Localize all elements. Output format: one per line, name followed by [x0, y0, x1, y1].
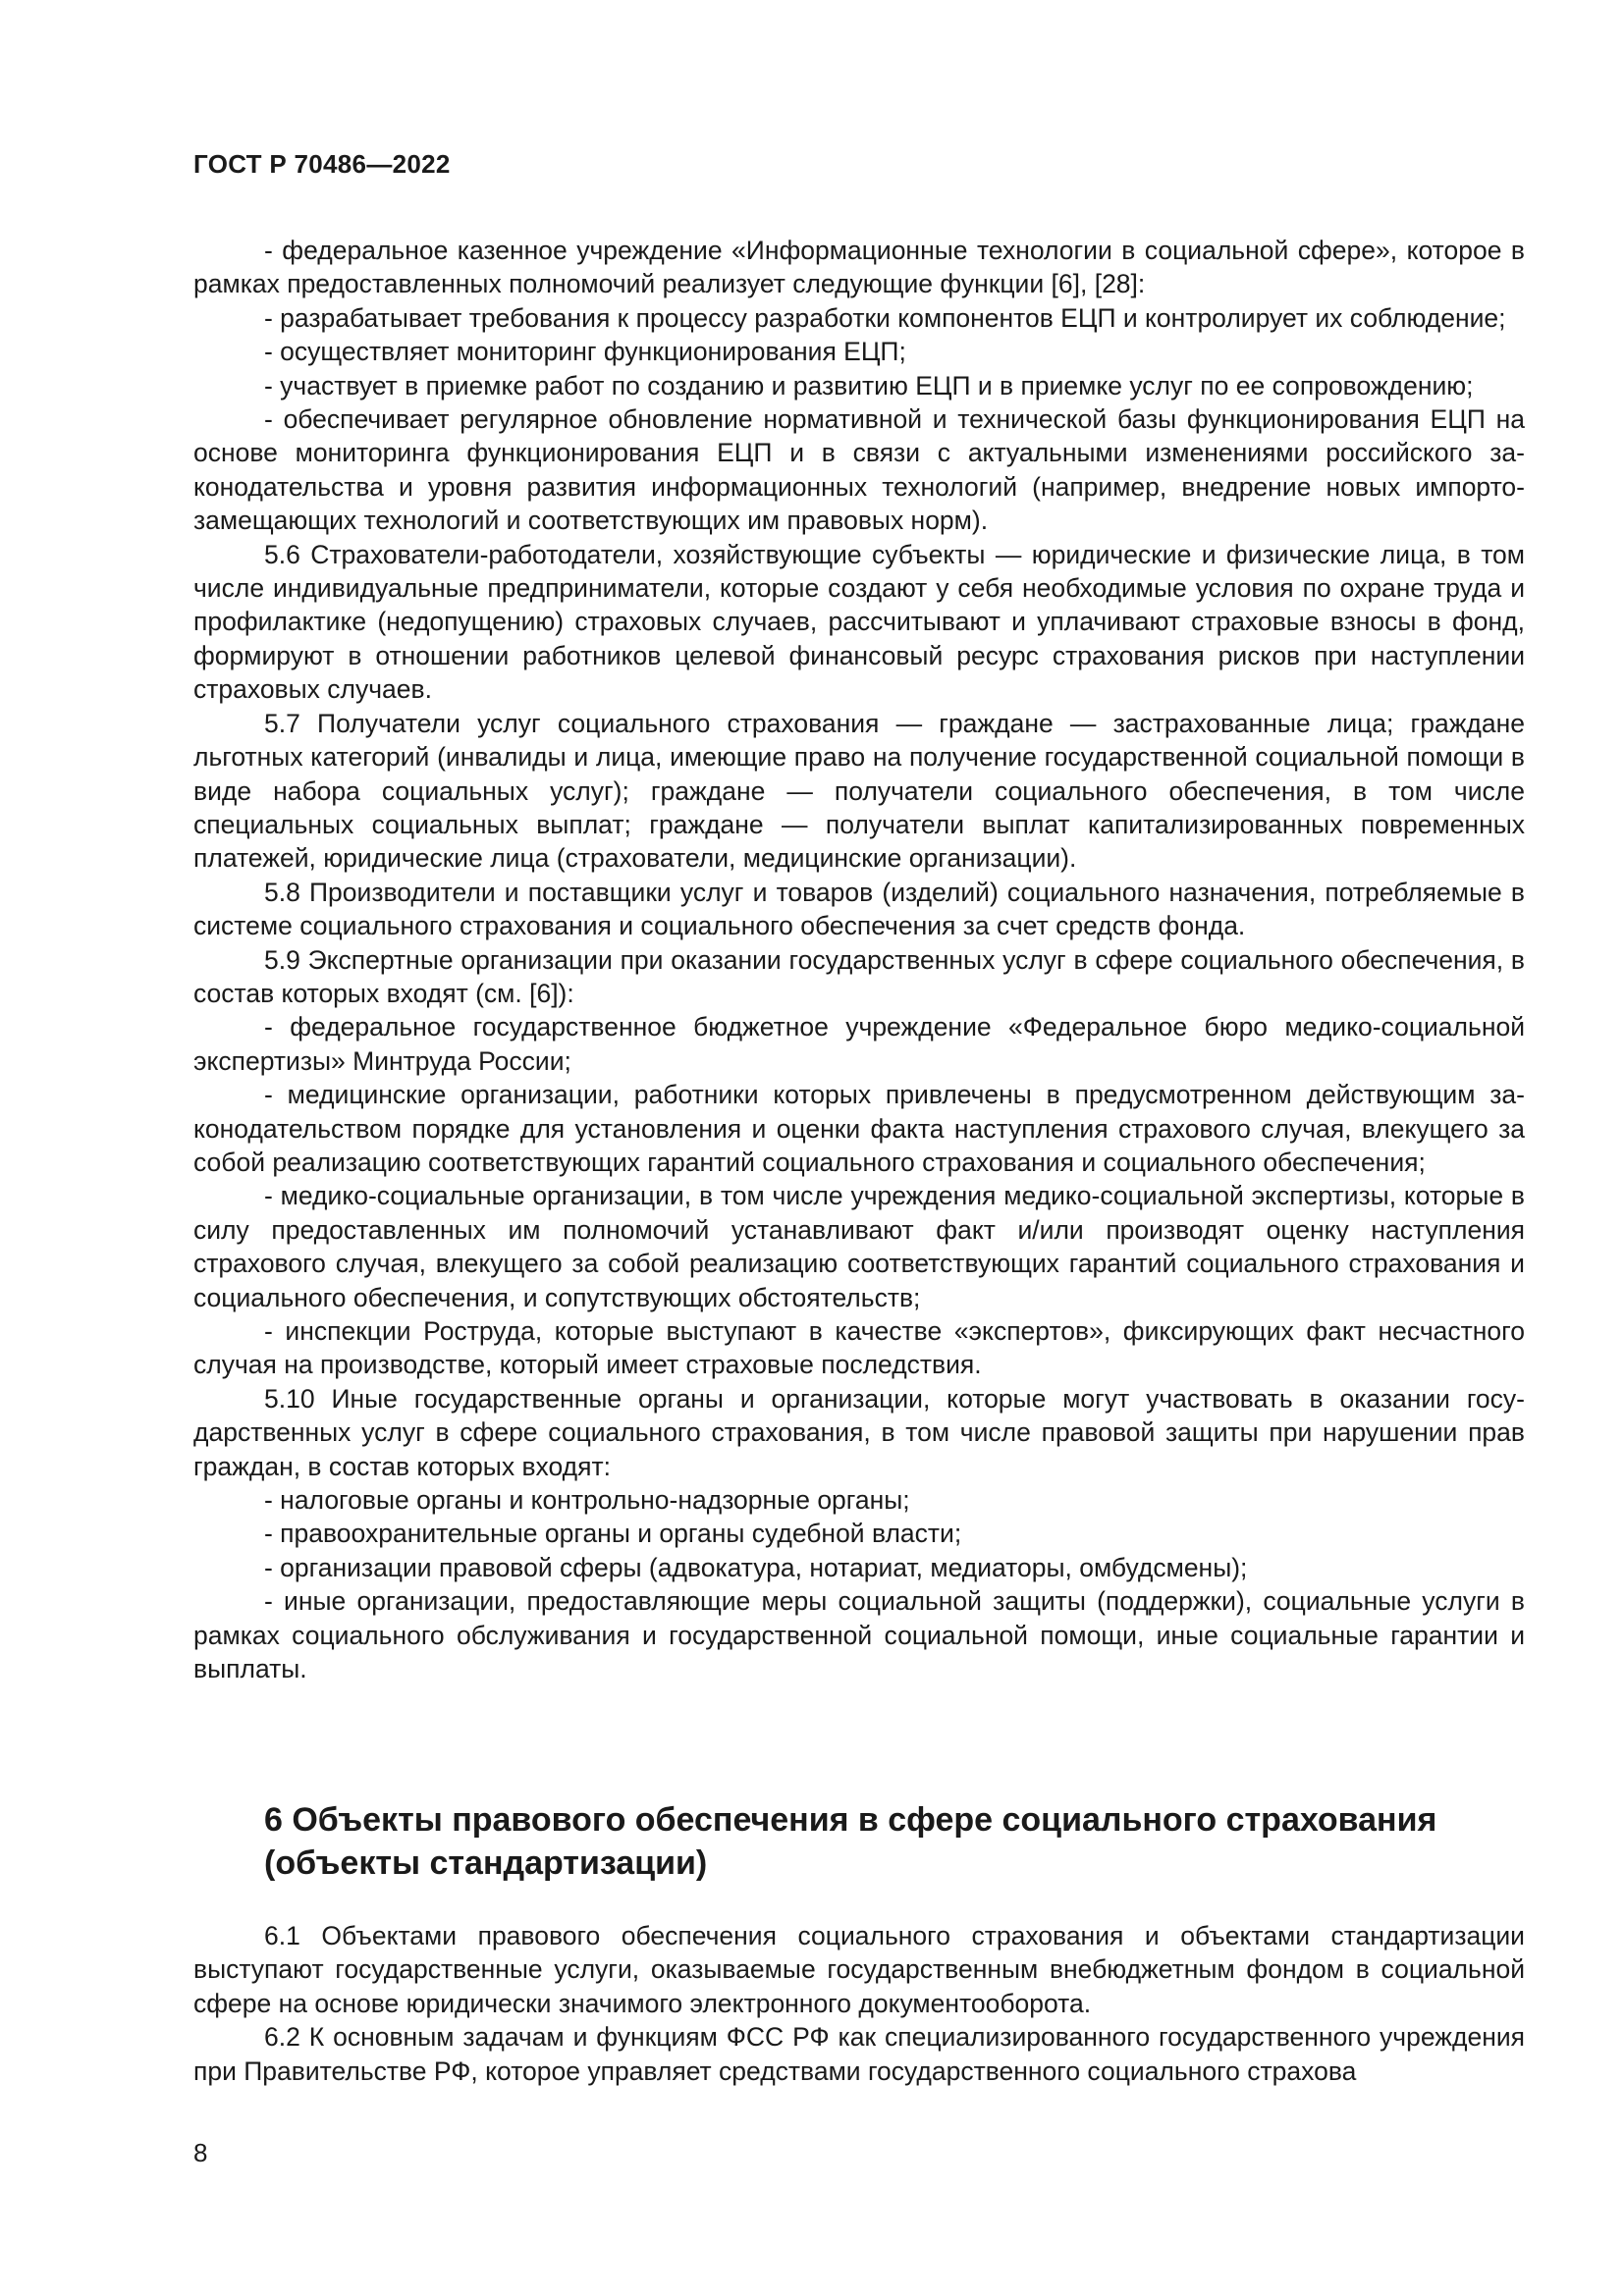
paragraph: - федеральное казенное учреждение «Информационные технологии в социальной сфере», которое в рамках предоставленных полномочий реализует следующие функции [6], [28]:: [193, 236, 1525, 299]
paragraph: - налоговые органы и контрольно-надзорные органы;: [264, 1485, 910, 1516]
paragraph: 6.1 Объектами правового обеспечения социального страхования и объектами стандартизации выступают государственные услуги, оказываемые государственным внебюджетным фондом в социальной сфере на основе юридически значимого электронного документооборота.: [193, 1921, 1525, 2018]
paragraph: 5.7 Получатели услуг социального страхования — граждане — застрахованные лица; граждане льготных категорий (инвалиды и лица, имеющие право на получение государственной социальной помощи в виде набора социальных услуг); граждане — получатели социального обеспечения, в том числе специальных социальных выплат; граждане — получатели выплат капитализированных повременных платежей, юридические лица (страхователи, медицинские организации).: [193, 708, 1525, 874]
paragraph: - правоохранительные органы и органы судебной власти;: [264, 1519, 962, 1549]
paragraph: 5.10 Иные государственные органы и организации, которые могут участвовать в оказании государственных услуг в сфере социального страхования, в том числе правовой защиты при нарушении прав граждан, в состав которых входят:: [193, 1383, 1525, 1481]
paragraph: - осуществляет мониторинг функционирования ЕЦП;: [264, 337, 906, 367]
paragraph: - медико-социальные организации, в том числе учреждения медико-социальной экспертизы, которые в силу предоставленных им полномочий устанавливают факт и/или производят оценку наступления страхового случая, влекущего за собой реализацию соответствующих гарантий социального страхования и социального обеспечения, и сопутствующих обстоятельств;: [193, 1181, 1525, 1312]
paragraph: 5.9 Экспертные организации при оказании государственных услуг в сфере социального обеспечения, в состав которых входят (см. [6]):: [193, 944, 1525, 1008]
paragraph: - медицинские организации, работники которых привлечены в предусмотренном действующим законодательством порядке для установления и оценки факта наступления страхового случая, влекущего за собой реализацию соответствующих гарантий социального страхования и социального обеспечения;: [193, 1080, 1525, 1177]
paragraph: - разрабатывает требования к процессу разработки компонентов ЕЦП и контролирует их соблюдение;: [264, 302, 1506, 333]
page-number: 8: [193, 2138, 208, 2167]
paragraph: - участвует в приемке работ по созданию и развитию ЕЦП и в приемке услуг по ее сопровождению;: [264, 370, 1474, 400]
paragraph: 6.2 К основным задачам и функциям ФСС РФ как специализированного государственного учреждения при Правительстве РФ, которое управляет средствами государственного социального страхова: [193, 2022, 1525, 2086]
document-header: ГОСТ Р 70486—2022: [193, 149, 451, 179]
paragraph: - обеспечивает регулярное обновление нормативной и технической базы функционирования ЕЦП на основе мониторинга функционирования ЕЦП и в связи с актуальными изменениями российского законодательства и уровня развития информационных технологий (например, внедрение новых импортозамещающих технологий и соответствующих им правовых норм).: [193, 404, 1525, 536]
paragraph: - инспекции Роструда, которые выступают в качестве «экспертов», фиксирующих факт несчастного случая на производстве, который имеет страховые последствия.: [193, 1316, 1525, 1380]
paragraph: 5.8 Производители и поставщики услуг и товаров (изделий) социального назначения, потребляемые в системе социального страхования и социального обеспечения за счет средств фонда.: [193, 877, 1525, 941]
paragraph: - организации правовой сферы (адвокатура, нотариат, медиаторы, омбудсмены);: [264, 1552, 1248, 1582]
section-heading: 6 Объекты правового обеспечения в сфере социального страхования (объекты стандартизации): [264, 1801, 1437, 1882]
section-text: [193, 1919, 1525, 2088]
paragraph: 5.6 Страхователи-работодатели, хозяйствующие субъекты — юридические и физические лица, в том числе индивидуальные предприниматели, которые создают у себя необходимые условия по охране труда и профилактике (недопущению) страховых случаев, рассчитывают и уплачивают страховые взносы в фонд, формируют в отношении работников целевой финансовый ресурс страхования рисков при наступлении страховых случаев.: [193, 539, 1525, 705]
paragraph: - федеральное государственное бюджетное учреждение «Федеральное бюро медико-социальной экспертизы» Минтруда России;: [193, 1012, 1525, 1076]
main-text: [193, 234, 1525, 1685]
paragraph: - иные организации, предоставляющие меры социальной защиты (поддержки), социальные услуги в рамках социального обслуживания и государственной социальной помощи, иные социальные гарантии и выплаты.: [193, 1586, 1525, 1684]
